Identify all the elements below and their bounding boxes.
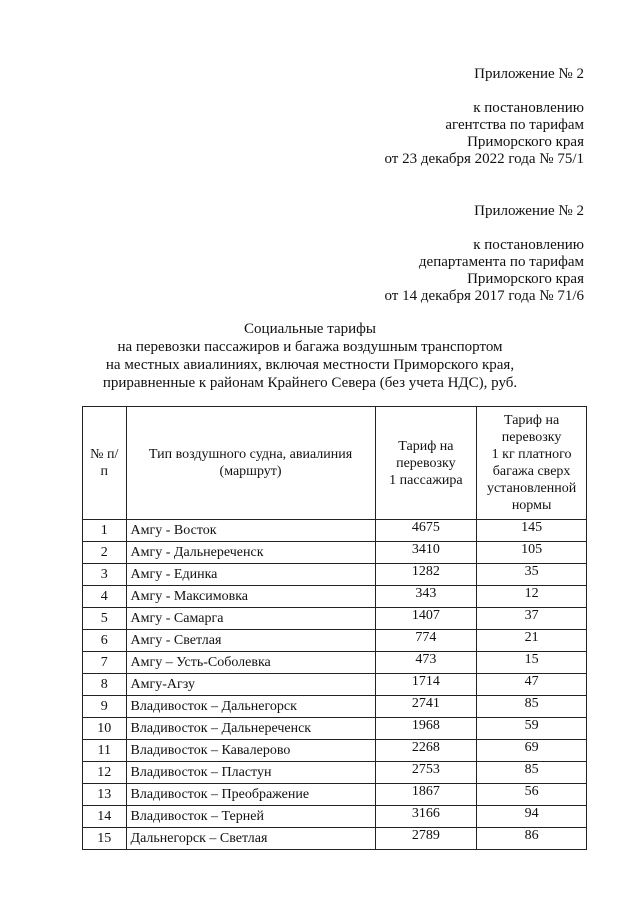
tariff-table <box>82 406 587 850</box>
table-row <box>83 630 587 652</box>
appendix-line: от 23 декабря 2022 года № 75/1 <box>384 151 584 167</box>
row-route: Владивосток – Кавалерово <box>126 740 375 762</box>
row-baggage-tariff: 35 <box>477 564 587 586</box>
row-baggage-tariff: 12 <box>477 586 587 608</box>
appendix-title: Приложение № 2 <box>474 203 584 219</box>
appendix-line: от 14 декабря 2017 года № 71/6 <box>384 288 584 304</box>
row-passenger-tariff: 774 <box>375 630 477 652</box>
row-baggage-tariff: 94 <box>477 806 587 828</box>
table-row <box>83 586 587 608</box>
row-number: 12 <box>83 762 127 784</box>
header-number: № п/п <box>83 407 127 520</box>
row-number: 10 <box>83 718 127 740</box>
row-route: Владивосток – Пластун <box>126 762 375 784</box>
row-passenger-tariff: 2789 <box>375 828 477 850</box>
row-number: 2 <box>83 542 127 564</box>
row-baggage-tariff: 69 <box>477 740 587 762</box>
table-row <box>83 762 587 784</box>
document-title-line: на местных авиалиниях, включая местности Приморского края, <box>105 357 515 373</box>
row-baggage-tariff: 86 <box>477 828 587 850</box>
row-passenger-tariff: 1714 <box>375 674 477 696</box>
row-baggage-tariff: 21 <box>477 630 587 652</box>
table-row <box>83 740 587 762</box>
row-number: 1 <box>83 520 127 542</box>
row-baggage-tariff: 15 <box>477 652 587 674</box>
table-row <box>83 608 587 630</box>
table-row <box>83 718 587 740</box>
appendix-line: департамента по тарифам <box>418 254 584 270</box>
row-number: 11 <box>83 740 127 762</box>
row-passenger-tariff: 473 <box>375 652 477 674</box>
row-baggage-tariff: 85 <box>477 762 587 784</box>
row-number: 3 <box>83 564 127 586</box>
row-passenger-tariff: 4675 <box>375 520 477 542</box>
appendix-header-department <box>384 203 584 305</box>
appendix-line: агентства по тарифам <box>445 117 584 133</box>
document-title-line: приравненные к районам Крайнего Севера (без учета НДС), руб. <box>102 375 518 391</box>
row-route: Амгу – Усть-Соболевка <box>126 652 375 674</box>
row-number: 7 <box>83 652 127 674</box>
table-row <box>83 520 587 542</box>
row-route: Владивосток – Преображение <box>126 784 375 806</box>
appendix-line: Приморского края <box>467 134 584 150</box>
row-baggage-tariff: 56 <box>477 784 587 806</box>
table-row <box>83 542 587 564</box>
table-row <box>83 696 587 718</box>
appendix-title: Приложение № 2 <box>474 66 584 82</box>
row-baggage-tariff: 37 <box>477 608 587 630</box>
row-route: Амгу - Максимовка <box>126 586 375 608</box>
row-passenger-tariff: 1968 <box>375 718 477 740</box>
row-number: 13 <box>83 784 127 806</box>
row-route: Амгу - Самарга <box>126 608 375 630</box>
row-route: Амгу - Дальнереченск <box>126 542 375 564</box>
row-passenger-tariff: 1867 <box>375 784 477 806</box>
header-baggage-tariff: Тариф на перевозку 1 кг платного багажа сверх установленной нормы <box>477 407 587 520</box>
row-baggage-tariff: 59 <box>477 718 587 740</box>
row-number: 9 <box>83 696 127 718</box>
row-passenger-tariff: 2753 <box>375 762 477 784</box>
row-passenger-tariff: 2741 <box>375 696 477 718</box>
table-row <box>83 674 587 696</box>
appendix-header-agency <box>384 66 584 168</box>
row-route: Амгу - Светлая <box>126 630 375 652</box>
appendix-line: к постановлению <box>473 237 584 253</box>
header-passenger-tariff: Тариф на перевозку 1 пассажира <box>375 407 477 520</box>
row-route: Амгу - Восток <box>126 520 375 542</box>
row-passenger-tariff: 3410 <box>375 542 477 564</box>
appendix-line: Приморского края <box>467 271 584 287</box>
table-row <box>83 806 587 828</box>
row-route: Дальнегорск – Светлая <box>126 828 375 850</box>
row-number: 8 <box>83 674 127 696</box>
row-number: 6 <box>83 630 127 652</box>
table-header-row <box>83 407 587 520</box>
header-route: Тип воздушного судна, авиалиния (маршрут) <box>126 407 375 520</box>
row-baggage-tariff: 105 <box>477 542 587 564</box>
document-title-line: Социальные тарифы <box>244 321 376 337</box>
row-number: 5 <box>83 608 127 630</box>
row-baggage-tariff: 85 <box>477 696 587 718</box>
row-route: Амгу-Агзу <box>126 674 375 696</box>
row-passenger-tariff: 343 <box>375 586 477 608</box>
row-number: 15 <box>83 828 127 850</box>
row-baggage-tariff: 145 <box>477 520 587 542</box>
row-number: 14 <box>83 806 127 828</box>
table-row <box>83 828 587 850</box>
row-route: Владивосток – Дальнегорск <box>126 696 375 718</box>
table-row <box>83 652 587 674</box>
row-number: 4 <box>83 586 127 608</box>
row-passenger-tariff: 1407 <box>375 608 477 630</box>
document-title <box>80 320 540 392</box>
row-passenger-tariff: 1282 <box>375 564 477 586</box>
table-row <box>83 784 587 806</box>
row-route: Владивосток – Терней <box>126 806 375 828</box>
row-passenger-tariff: 2268 <box>375 740 477 762</box>
document-title-line: на перевозки пассажиров и багажа воздушным транспортом <box>117 339 503 355</box>
table-row <box>83 564 587 586</box>
row-route: Владивосток – Дальнереченск <box>126 718 375 740</box>
row-route: Амгу - Единка <box>126 564 375 586</box>
appendix-line: к постановлению <box>473 100 584 116</box>
row-baggage-tariff: 47 <box>477 674 587 696</box>
row-passenger-tariff: 3166 <box>375 806 477 828</box>
